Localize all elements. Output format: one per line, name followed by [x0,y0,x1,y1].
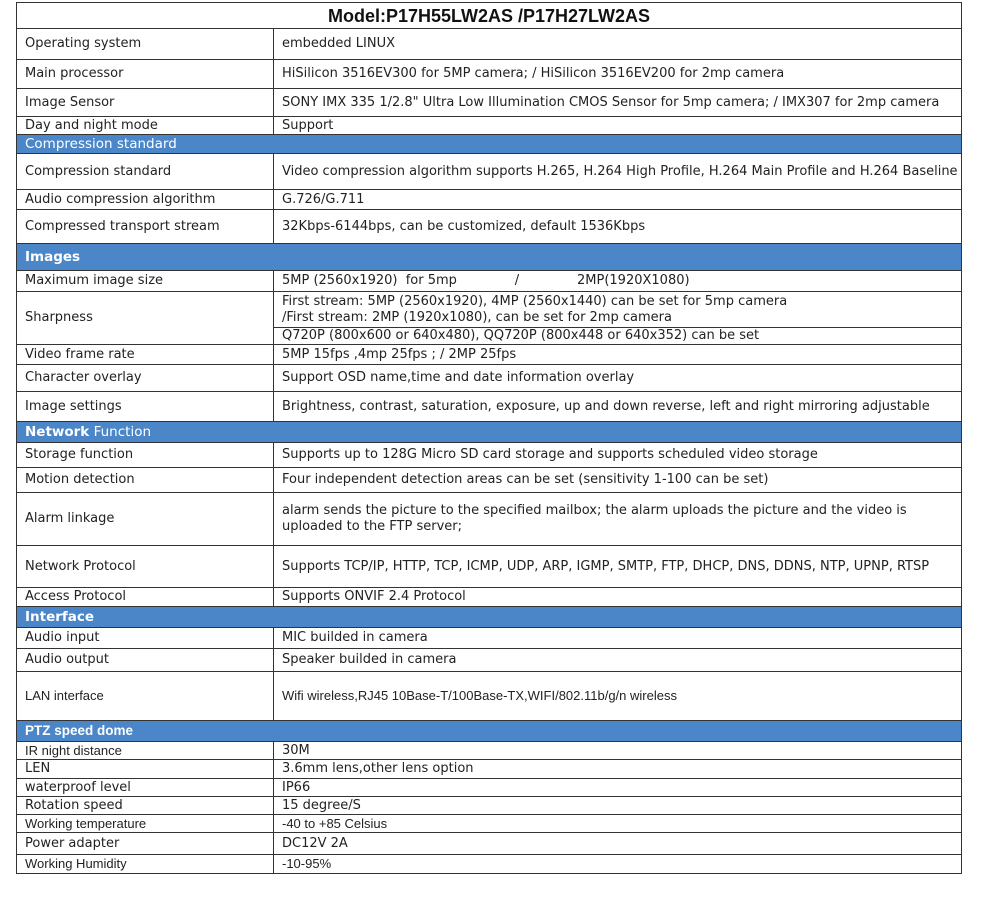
row-label: Maximum image size [17,271,274,292]
row-label: Network Protocol [17,546,274,588]
row-label: Sharpness [17,292,274,345]
row-value: Video compression algorithm supports H.265, H.264 High Profile, H.264 Main Profile and H.264 Baseline [274,154,962,190]
row-label: LAN interface [17,672,274,721]
row-value: DC12V 2A [274,833,962,855]
row-label: Video frame rate [17,345,274,365]
section-title-text: Interface [25,609,95,625]
row-label: Storage function [17,443,274,468]
spec-row-storage [17,443,962,468]
row-value: Support [274,117,962,135]
row-value: SONY IMX 335 1/2.8" Ultra Low Illumination CMOS Sensor for 5mp camera; / IMX307 for 2mp camera [274,89,962,117]
section-images [17,244,962,271]
spec-row-stream [17,210,962,244]
sharpness-line-2: /First stream: 2MP (1920x1080), can be set for 2mp camera [282,309,672,325]
spec-row-temperature [17,815,962,833]
row-value: -10-95% [274,855,962,874]
spec-row-power [17,833,962,855]
row-value: -40 to +85 Celsius [274,815,962,833]
row-value: embedded LINUX [274,29,962,60]
row-value: 5MP 15fps ,4mp 25fps ; / 2MP 25fps [274,345,962,365]
spec-row-motion [17,468,962,493]
spec-row-processor [17,60,962,89]
row-value: 30M [274,742,962,760]
spec-row-access [17,588,962,607]
row-label: Audio output [17,649,274,672]
spec-row-audio-output [17,649,962,672]
row-label: Image Sensor [17,89,274,117]
spec-row-audio-compression [17,190,962,210]
spec-row-waterproof [17,779,962,797]
section-title [17,422,962,443]
row-value: Supports up to 128G Micro SD card storage and supports scheduled video storage [274,443,962,468]
section-network [17,422,962,443]
spec-row-daynight [17,117,962,135]
spec-row-os [17,29,962,60]
row-value: 3.6mm lens,other lens option [274,760,962,779]
row-value: IP66 [274,779,962,797]
row-label: Image settings [17,392,274,422]
section-title-text: PTZ speed dome [25,723,134,738]
spec-row-sensor [17,89,962,117]
spec-row-alarm [17,493,962,546]
section-title: Compression standard [17,135,962,154]
row-label: waterproof level [17,779,274,797]
row-label: Audio input [17,628,274,649]
row-value: Speaker builded in camera [274,649,962,672]
row-label: Power adapter [17,833,274,855]
row-value: Supports TCP/IP, HTTP, TCP, ICMP, UDP, ARP, IGMP, SMTP, FTP, DHCP, DNS, DDNS, NTP, UPNP, RTSP [274,546,962,588]
row-value: alarm sends the picture to the specified mailbox; the alarm uploads the picture and the video is uploaded to the FTP server; [274,493,962,546]
row-label: Character overlay [17,365,274,392]
row-value: Support OSD name,time and date information overlay [274,365,962,392]
row-label: Audio compression algorithm [17,190,274,210]
row-label: Access Protocol [17,588,274,607]
title-row [17,3,962,29]
section-title [17,244,962,271]
row-value: Supports ONVIF 2.4 Protocol [274,588,962,607]
spec-row-framerate [17,345,962,365]
row-label: Main processor [17,60,274,89]
row-label: Alarm linkage [17,493,274,546]
row-label: Compression standard [17,154,274,190]
section-ptz [17,721,962,742]
spec-row-audio-input [17,628,962,649]
row-value: Four independent detection areas can be set (sensitivity 1-100 can be set) [274,468,962,493]
row-label: Motion detection [17,468,274,493]
row-value: HiSilicon 3516EV300 for 5MP camera; / HiSilicon 3516EV200 for 2mp camera [274,60,962,89]
row-label: Working temperature [17,815,274,833]
section-interface [17,607,962,628]
spec-row-humidity [17,855,962,874]
spec-row-compression [17,154,962,190]
row-value: G.726/G.711 [274,190,962,210]
spec-row-protocol [17,546,962,588]
row-label: Day and night mode [17,117,274,135]
row-value: 5MP (2560x1920) for 5mp / 2MP(1920X1080) [274,271,962,292]
row-label: LEN [17,760,274,779]
section-compression [17,135,962,154]
row-value: Q720P (800x600 or 640x480), QQ720P (800x448 or 640x352) can be set [274,328,962,345]
sharpness-line-1: First stream: 5MP (2560x1920), 4MP (2560x1440) can be set for 5mp camera [282,293,788,309]
spec-row-max-image [17,271,962,292]
spec-row-lan [17,672,962,721]
section-title [17,721,962,742]
row-value [274,292,962,328]
model-title: Model:P17H55LW2AS /P17H27LW2AS [17,3,962,29]
spec-row-osd [17,365,962,392]
spec-row-ir [17,742,962,760]
spec-row-len [17,760,962,779]
row-value: Brightness, contrast, saturation, exposure, up and down reverse, left and right mirroring adjustable [274,392,962,422]
spec-row-image-settings [17,392,962,422]
row-value: 15 degree/S [274,797,962,815]
row-value: 32Kbps-6144bps, can be customized, default 1536Kbps [274,210,962,244]
spec-table [16,2,962,874]
row-label: IR night distance [17,742,274,760]
row-value: MIC builded in camera [274,628,962,649]
section-title-text: Images [25,249,81,265]
row-value: Wifi wireless,RJ45 10Base-T/100Base-TX,WIFI/802.11b/g/n wireless [274,672,962,721]
spec-row-rotation [17,797,962,815]
row-label: Working Humidity [17,855,274,874]
row-label: Compressed transport stream [17,210,274,244]
row-label: Operating system [17,29,274,60]
section-title [17,607,962,628]
section-title-rest: Function [89,424,152,440]
row-label: Rotation speed [17,797,274,815]
spec-row-sharpness [17,292,962,328]
section-title-bold: Network [25,424,90,440]
